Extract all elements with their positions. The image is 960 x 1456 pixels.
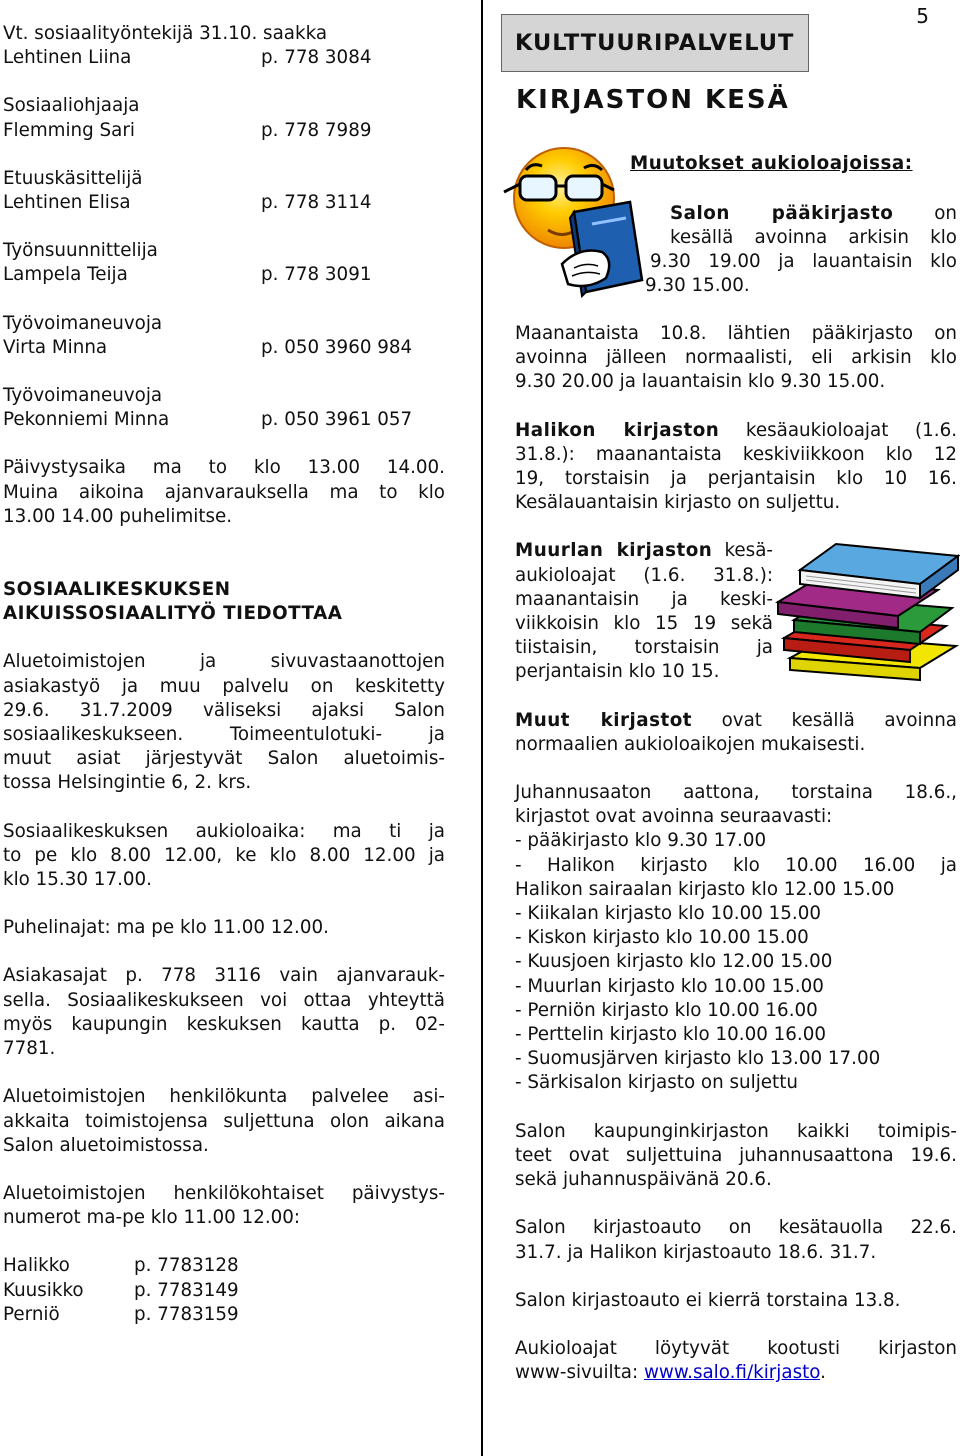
- contact-entry: [3, 312, 445, 360]
- other-libraries-name: Muut kirjastot: [515, 709, 693, 731]
- midsummer-hours: [515, 781, 957, 1096]
- contact-phone: p. 050 3961 057: [261, 409, 413, 431]
- midsummer-line: - Perttelin kirjasto klo 10.00 16.00: [515, 1024, 826, 1046]
- notice-paragraph: [3, 650, 445, 795]
- staff-line: Salon aluetoimistossa.: [3, 1134, 209, 1156]
- opening-hours-paragraph: [3, 820, 445, 893]
- office-phone: p. 7783128: [134, 1255, 239, 1277]
- midsummer-line: - Suomusjärven kirjasto klo 13.00 17.00: [515, 1048, 881, 1070]
- main-library-text: 9.30 15.00.: [645, 275, 750, 296]
- contact-phone: p. 050 3960 984: [261, 336, 413, 358]
- contact-name: Lampela Teija: [3, 264, 128, 286]
- contact-name: Lehtinen Elisa: [3, 192, 131, 214]
- hours-line: Päivystysaika ma to klo 13.00 14.00.: [3, 457, 445, 479]
- contact-list: [3, 0, 445, 432]
- closed-line: Salon kaupunginkirjaston kaikki toimipis-: [515, 1120, 957, 1142]
- office-entry: [3, 1254, 445, 1278]
- office-name: Perniö: [3, 1303, 60, 1325]
- midsummer-line: - Halikon kirjasto klo 10.00 16.00 ja: [515, 854, 957, 876]
- muurla-line: viikkoisin klo 15 19 sekä: [515, 613, 773, 635]
- monday-notice-line: 9.30 20.00 ja lauantaisin klo 9.30 15.00.: [515, 371, 886, 393]
- appointments-line: myös kaupungin keskuksen kautta p. 02-: [3, 1013, 445, 1035]
- muurla-line: tiistaisin, torstaisin ja: [515, 637, 773, 659]
- monday-notice: [515, 322, 957, 395]
- muurla-line: aukioloajat (1.6. 31.8.):: [515, 564, 773, 586]
- closed-line: sekä juhannuspäivänä 20.6.: [515, 1169, 772, 1191]
- contact-title: Työvoimaneuvoja: [3, 312, 163, 334]
- right-lower-content: [515, 322, 957, 1385]
- notice-line: asiakastyö ja muu palvelu on keskitetty: [3, 675, 445, 697]
- contact-entry: [3, 239, 445, 287]
- muurla-library: [515, 539, 773, 684]
- notice-line: sosiaalikeskukseen. Toimeentulotuki- ja: [3, 724, 445, 746]
- appointments-paragraph: [3, 964, 445, 1061]
- left-column: [3, 0, 445, 1327]
- office-hours: [3, 456, 445, 529]
- library-bus-notice-2: Salon kirjastoauto ei kierrä torstaina 13.8.: [515, 1289, 901, 1311]
- opening-hours-line: to pe klo 8.00 12.00, ke klo 8.00 12.00 ja: [3, 844, 445, 866]
- contact-name: Lehtinen Liina: [3, 47, 132, 69]
- midsummer-line: - pääkirjasto klo 9.30 17.00: [515, 830, 767, 852]
- contact-name: Virta Minna: [3, 336, 108, 358]
- midsummer-line: kirjastot ovat avoinna seuraavasti:: [515, 806, 833, 828]
- staff-paragraph: [3, 1085, 445, 1158]
- muurla-line: perjantaisin klo 10 15.: [515, 661, 720, 683]
- halikko-library: [515, 419, 957, 516]
- section-heading: AIKUISSOSIAALITYÖ TIEDOTTAA: [3, 603, 343, 625]
- halikko-library-text: kesäaukioloajat (1.6.: [745, 419, 958, 441]
- contact-title: Etuuskäsittelijä: [3, 167, 143, 189]
- notice-line: 29.6. 31.7.2009 väliseksi ajaksi Salon: [3, 699, 445, 721]
- other-libraries-text: ovat kesällä avoinna: [721, 709, 957, 731]
- halikko-line: 31.8.): maanantaista keskiviikkoon klo 12: [515, 443, 957, 465]
- contact-name: Pekonniemi Minna: [3, 409, 170, 431]
- opening-hours-line: klo 15.30 17.00.: [3, 869, 152, 891]
- other-libraries-text: normaalien aukioloaikojen mukaisesti.: [515, 733, 866, 755]
- office-phone: p. 7783149: [134, 1279, 239, 1301]
- article-title: KIRJASTON KESÄ: [516, 85, 790, 115]
- contact-entry: [3, 167, 445, 215]
- contact-title: Sosiaaliohjaaja: [3, 95, 140, 117]
- section-heading: SOSIAALIKESKUKSEN: [3, 579, 231, 601]
- halikko-line: 19, torstaisin ja perjantaisin klo 10 16.: [515, 468, 957, 490]
- appointments-line: sella. Sosiaalikeskukseen voi ottaa yhteyttä: [3, 989, 445, 1011]
- staff-line: Aluetoimistojen henkilökunta palvelee asi-: [3, 1086, 445, 1108]
- contact-title: Työvoimaneuvoja: [3, 385, 163, 407]
- office-phone: p. 7783159: [134, 1303, 239, 1325]
- notice-line: muut asiat järjestyvät Salon aluetoimis-: [3, 748, 445, 770]
- website-prefix: www-sivuilta:: [515, 1362, 644, 1384]
- contact-title: Vt. sosiaalityöntekijä 31.10. saakka: [3, 23, 328, 44]
- website-suffix: .: [820, 1362, 826, 1384]
- library-website-link[interactable]: www.salo.fi/kirjasto: [643, 1362, 821, 1384]
- muurla-line: maanantaisin ja keski-: [515, 588, 773, 610]
- midsummer-line: - Särkisalon kirjasto on suljettu: [515, 1072, 798, 1094]
- main-library-name: Salon pääkirjasto: [670, 203, 894, 224]
- closed-line: teet ovat suljettuina juhannusaattona 19.6.: [515, 1144, 957, 1166]
- reading-smiley-illustration: [502, 140, 650, 300]
- main-library-text: kesällä avoinna arkisin klo: [670, 227, 957, 249]
- main-library-hours-cont: [650, 250, 957, 274]
- midsummer-line: Halikon sairaalan kirjasto klo 12.00 15.00: [515, 878, 895, 900]
- duty-numbers-paragraph: [3, 1182, 445, 1230]
- office-phone-list: [3, 1254, 445, 1327]
- monday-notice-line: Maanantaista 10.8. lähtien pääkirjasto on: [515, 323, 957, 344]
- hours-line: 13.00 14.00 puhelimitse.: [3, 505, 233, 527]
- library-bus-line: Salon kirjastoauto on kesätauolla 22.6.: [515, 1217, 957, 1239]
- office-name: Halikko: [3, 1255, 70, 1277]
- contact-title: Työnsuunnittelija: [3, 240, 158, 262]
- halikko-library-name: Halikon kirjaston: [515, 419, 720, 441]
- appointments-line: 7781.: [3, 1038, 56, 1060]
- midsummer-closed: [515, 1120, 957, 1193]
- contact-entry: [3, 94, 445, 142]
- book-stack-illustration: [770, 540, 960, 682]
- notice-line: Aluetoimistojen ja sivuvastaanottojen: [3, 651, 445, 673]
- main-library-hours: [670, 202, 957, 250]
- contact-entry: [3, 384, 445, 432]
- main-library-text: 9.30 19.00 ja lauantaisin klo: [650, 251, 957, 272]
- office-entry: [3, 1303, 445, 1327]
- main-library-text: on: [934, 203, 957, 224]
- midsummer-line: - Perniön kirjasto klo 10.00 16.00: [515, 999, 818, 1021]
- article-subtitle: Muutokset aukioloajoissa:: [630, 153, 913, 174]
- website-line-2: [515, 1361, 957, 1385]
- section-banner: KULTTUURIPALVELUT: [501, 14, 809, 72]
- contact-phone: p. 778 3091: [261, 264, 372, 286]
- monday-notice-line: avoinna jälleen normaalisti, eli arkisin klo: [515, 347, 957, 369]
- midsummer-line: - Kiikalan kirjasto klo 10.00 15.00: [515, 903, 821, 925]
- page-number: 5: [916, 4, 929, 28]
- staff-line: akkaita toimistojensa suljettuna olon aikana: [3, 1110, 445, 1132]
- main-library-hours-cont: [645, 274, 957, 298]
- contact-phone: p. 778 7989: [261, 119, 372, 141]
- duty-numbers-line: Aluetoimistojen henkilökohtaiset päivystys-: [3, 1182, 445, 1204]
- contact-phone: p. 778 3114: [261, 192, 372, 214]
- hours-line: Muina aikoina ajanvarauksella ma to klo: [3, 481, 445, 503]
- midsummer-line: Juhannusaaton aattona, torstaina 18.6.,: [515, 782, 957, 804]
- midsummer-line: - Kuusjoen kirjasto klo 12.00 15.00: [515, 951, 833, 973]
- muurla-library-name: Muurlan kirjaston: [515, 540, 713, 562]
- midsummer-line: - Kiskon kirjasto klo 10.00 15.00: [515, 927, 809, 949]
- notice-line: tossa Helsingintie 6, 2. krs.: [3, 772, 252, 794]
- duty-numbers-line: numerot ma-pe klo 11.00 12.00:: [3, 1207, 301, 1229]
- office-entry: [3, 1279, 445, 1303]
- contact-phone: p. 778 3084: [261, 47, 372, 69]
- appointments-line: Asiakasajat p. 778 3116 vain ajanvarauk-: [3, 965, 445, 987]
- midsummer-line: - Muurlan kirjasto klo 10.00 15.00: [515, 975, 824, 997]
- halikko-line: Kesälauantaisin kirjasto on suljettu.: [515, 492, 841, 514]
- opening-hours-line: Sosiaalikeskuksen aukioloaika: ma ti ja: [3, 820, 445, 842]
- phone-hours: Puhelinajat: ma pe klo 11.00 12.00.: [3, 917, 329, 939]
- office-name: Kuusikko: [3, 1279, 84, 1301]
- column-divider: [481, 0, 483, 1456]
- muurla-library-text: kesä-: [724, 540, 773, 562]
- website-line: Aukioloajat löytyvät kootusti kirjaston: [515, 1337, 957, 1359]
- contact-entry: [3, 22, 445, 70]
- library-bus-notice: [515, 1216, 957, 1264]
- other-libraries: [515, 709, 957, 757]
- library-bus-line: 31.7. ja Halikon kirjastoauto 18.6. 31.7.: [515, 1241, 877, 1263]
- contact-name: Flemming Sari: [3, 119, 135, 141]
